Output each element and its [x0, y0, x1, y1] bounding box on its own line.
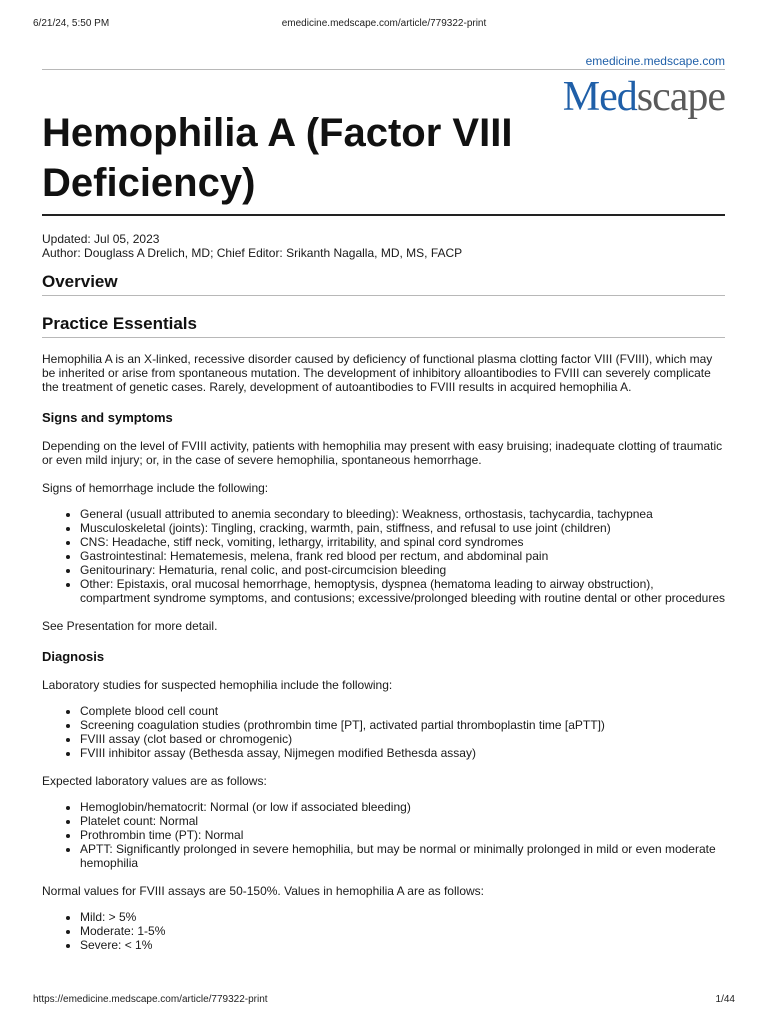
- list-item: • Mild: > 5%: [80, 910, 725, 924]
- page-title: Hemophilia A (Factor VIII Deficiency): [42, 111, 513, 205]
- list-item: • FVIII assay (clot based or chromogenic): [80, 732, 725, 746]
- list-item: • Musculoskeletal (joints): Tingling, cracking, warmth, pain, stiffness, and refusal to use joint (children): [80, 521, 725, 535]
- practice-essentials-heading: Practice Essentials: [42, 314, 725, 338]
- list-item: • CNS: Headache, stiff neck, vomiting, lethargy, irritability, and spinal cord syndromes: [80, 535, 725, 549]
- list-item: • Screening coagulation studies (prothrombin time [PT], activated partial thromboplastin time [aPTT]): [80, 718, 725, 732]
- list-item: • Moderate: 1-5%: [80, 924, 725, 938]
- list-item: • Severe: < 1%: [80, 938, 725, 952]
- print-footer-url: https://emedicine.medscape.com/article/779322-print: [33, 994, 268, 1005]
- author-line: Author: Douglass A Drelich, MD; Chief Editor: Srikanth Nagalla, MD, MS, FACP: [42, 246, 463, 260]
- signs-list-intro: Signs of hemorrhage include the following:: [42, 481, 269, 495]
- list-item: • APTT: Significantly prolonged in severe hemophilia, but may be normal or minimally prolonged in mild or even moderate hemophilia: [80, 842, 725, 870]
- lab-values-intro: Expected laboratory values are as follows:: [42, 774, 267, 788]
- article: [42, 108, 725, 952]
- signs-paragraph: Depending on the level of FVIII activity, patients with hemophilia may present with easy bruising; inadequate clotting of traumatic or even mild injury; or, in the case of severe hemophilia, spontaneous hemorrhage.: [42, 439, 723, 467]
- site-link[interactable]: emedicine.medscape.com: [585, 54, 725, 68]
- list-item: • Other: Epistaxis, oral mucosal hemorrhage, hemoptysis, dyspnea (hematoma leading to airway obstruction), compartment syndrome symptoms, and contusions; excessive/prolonged bleeding with routine dental or other procedures: [80, 577, 725, 605]
- lab-studies-list: [42, 704, 725, 760]
- logo-part-scape: scape: [636, 74, 725, 120]
- list-item: • Prothrombin time (PT): Normal: [80, 828, 725, 842]
- list-item: • Genitourinary: Hematuria, renal colic, and post-circumcision bleeding: [80, 563, 725, 577]
- signs-heading: Signs and symptoms: [42, 410, 173, 425]
- list-item: • Platelet count: Normal: [80, 814, 725, 828]
- list-item: • General (usuall attributed to anemia secondary to bleeding): Weakness, orthostasis, tachycardia, tachypnea: [80, 507, 725, 521]
- list-item: • Gastrointestinal: Hematemesis, melena, frank red blood per rectum, and abdominal pain: [80, 549, 725, 563]
- list-item: • Hemoglobin/hematocrit: Normal (or low if associated bleeding): [80, 800, 725, 814]
- page-number: 1/44: [715, 994, 735, 1005]
- lab-values-list: [42, 800, 725, 870]
- print-date: 6/21/24, 5:50 PM: [33, 18, 110, 29]
- top-divider: [42, 69, 725, 70]
- title-divider: [42, 214, 725, 216]
- fviii-values-intro: Normal values for FVIII assays are 50-150%. Values in hemophilia A are as follows:: [42, 884, 484, 898]
- lab-studies-intro: Laboratory studies for suspected hemophilia include the following:: [42, 678, 393, 692]
- see-presentation-link[interactable]: See Presentation for more detail.: [42, 619, 218, 633]
- hemorrhage-signs-list: [42, 507, 725, 605]
- fviii-severity-list: [42, 910, 725, 952]
- list-item: • FVIII inhibitor assay (Bethesda assay, Nijmegen modified Bethesda assay): [80, 746, 725, 760]
- article-meta: [42, 232, 725, 260]
- print-header-url: emedicine.medscape.com/article/779322-print: [281, 18, 487, 29]
- logo-part-med: Med: [562, 74, 637, 120]
- overview-heading: Overview: [42, 272, 725, 296]
- list-item: • Complete blood cell count: [80, 704, 725, 718]
- intro-paragraph: Hemophilia A is an X-linked, recessive disorder caused by deficiency of functional plasma clotting factor VIII (FVIII), which may be inherited or arise from spontaneous mutation. The development of inhibitory alloantibodies to FVIII can severely complicate the treatment of genetic cases. Rarely, development of autoantibodies to FVIII results in acquired hemophilia A.: [42, 352, 713, 394]
- diagnosis-heading: Diagnosis: [42, 649, 105, 664]
- updated-date: Updated: Jul 05, 2023: [42, 232, 160, 246]
